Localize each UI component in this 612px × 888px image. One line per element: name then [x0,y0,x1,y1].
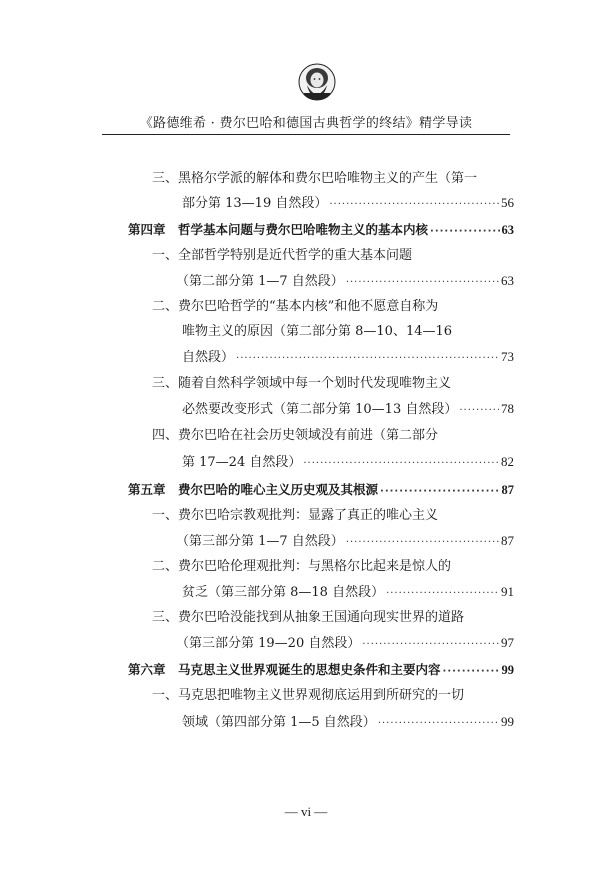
toc-entry[interactable]: （第三部分第 1—7 自然段） ····· 87 [176,532,514,550]
toc-entry[interactable]: 部分第 13—19 自然段） ····· 56 [182,194,514,212]
leader-dots [346,274,499,292]
leader-dots [303,455,499,473]
page-footer-number: — vi — [284,804,328,819]
leader-dots [443,663,500,681]
page-number: 99 [501,663,514,677]
page-number: 87 [501,533,514,548]
leader-dots [459,402,499,420]
leader-dots [386,585,499,603]
page-number: 99 [501,714,514,729]
toc-chapter-5[interactable]: 第五章 费尔巴哈的唯心主义历史观及其根源 ····· 87 [128,481,514,499]
toc-entry[interactable]: 领域（第四部分第 1—5 自然段） ····· 99 [182,713,514,731]
leader-dots [346,534,499,552]
toc-entry[interactable]: 一、马克思把唯物主义世界观彻底运用到所研究的一切 [152,688,465,703]
toc-entry[interactable]: （第三部分第 19—20 自然段） ····· 97 [176,634,514,652]
page-number: 91 [501,584,514,599]
toc-entry[interactable]: 一、费尔巴哈宗教观批判：显露了真正的唯心主义 [152,508,439,523]
toc-entry[interactable]: 二、费尔巴哈哲学的“基本内核”和他不愿意自称为 [152,299,439,314]
page-number: 78 [501,401,514,416]
page-number: 63 [501,223,514,237]
page-number: 56 [501,195,514,210]
toc-chapter-4[interactable]: 第四章 哲学基本问题与费尔巴哈唯物主义的基本内核 ····· 63 [128,221,514,239]
leader-dots [378,715,499,733]
leader-dots [362,636,499,654]
toc-entry[interactable]: 第 17—24 自然段） ····· 82 [182,453,514,471]
page-number: 63 [501,273,514,288]
toc-entry[interactable]: 三、黑格尔学派的解体和费尔巴哈唯物主义的产生（第一 [152,171,478,186]
toc-entry[interactable]: 唯物主义的原因（第二部分第 8—10、14—16 [182,324,453,339]
toc-entry[interactable]: 必然要改变形式（第二部分第 10—13 自然段） ····· 78 [182,400,514,418]
leader-dots [329,196,499,214]
leader-dots [380,483,499,501]
toc-chapter-6[interactable]: 第六章 马克思主义世界观诞生的思想史条件和主要内容 ····· 99 [128,661,514,679]
leader-dots [236,350,499,368]
toc-entry[interactable]: 三、费尔巴哈没能找到从抽象王国通向现实世界的道路 [152,610,465,625]
toc-entry[interactable]: 三、随着自然科学领域中每一个划时代发现唯物主义 [152,376,452,391]
page-number: 73 [501,349,514,364]
running-header-title: 《路德维希 · 费尔巴哈和德国古典哲学的终结》精学导读 [139,116,473,131]
toc-entry[interactable]: 二、费尔巴哈伦理观批判：与黑格尔比起来是惊人的 [152,559,452,574]
toc-entry[interactable]: 四、费尔巴哈在社会历史领域没有前进（第二部分 [152,428,439,443]
toc-entry[interactable]: （第二部分第 1—7 自然段） ····· 63 [176,272,514,290]
page-number: 87 [501,483,514,497]
leader-dots [430,223,499,241]
toc-entry[interactable]: 贫乏（第三部分第 8—18 自然段） ····· 91 [182,583,514,601]
toc-entry[interactable]: 一、全部哲学特别是近代哲学的重大基本问题 [152,248,413,263]
toc-entry[interactable]: 自然段） ····· 73 [182,348,514,366]
page-number: 97 [501,635,514,650]
page-number: 82 [501,454,514,469]
